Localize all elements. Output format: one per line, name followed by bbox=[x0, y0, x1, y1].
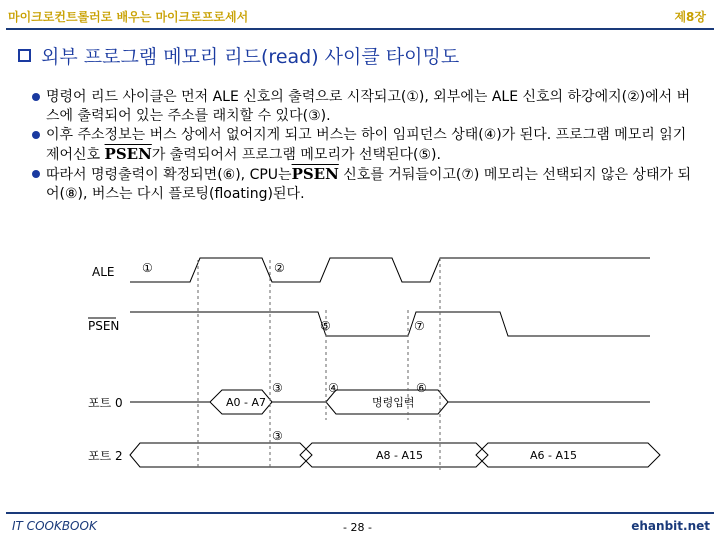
bus-label-a6-a15: A6 - A15 bbox=[530, 449, 578, 462]
ale-waveform bbox=[130, 258, 650, 282]
page-number: - 28 - bbox=[343, 521, 372, 534]
header-right: 제8장 bbox=[674, 10, 706, 24]
slide-title-text: 외부 프로그램 메모리 리드(read) 사이클 타이밍도 bbox=[41, 46, 460, 68]
marker-3: ③ bbox=[272, 381, 283, 395]
p2-a: 이후 주소정보는 버스 상에서 없어지게 되고 버스는 하이 임피던스 상태(④)가 된다. 프로그램 메모리 읽기 제어신호 bbox=[46, 127, 687, 163]
footer-left: IT COOKBOOK bbox=[12, 519, 97, 533]
p3-c: 신호를 거둬들이고(⑦) 메모리는 선택되지 않은 상태가 되어(⑧), 버스는 다시 플로팅(floating)된다. bbox=[46, 167, 691, 202]
p3-a: 따라서 명령출력이 확정되면(⑥), CPU는 bbox=[46, 167, 292, 183]
marker-4: ④ bbox=[328, 381, 339, 395]
bus-label-a8-a15: A8 - A15 bbox=[376, 449, 424, 462]
bus-label-a0-a7: A0 - A7 bbox=[226, 396, 267, 409]
marker-1: ① bbox=[142, 261, 153, 275]
marker-6: ⑥ bbox=[416, 381, 427, 395]
footer-line bbox=[6, 512, 714, 514]
p2-c: 가 출력되어서 프로그램 메모리가 선택된다(⑤). bbox=[151, 147, 441, 163]
marker-3b: ③ bbox=[272, 429, 283, 443]
marker-5: ⑤ bbox=[320, 319, 331, 333]
signal-label-port2: 포트 2 bbox=[88, 449, 123, 463]
bus-label-instruction: 명령입력 bbox=[372, 396, 415, 409]
signal-label-port0: 포트 0 bbox=[88, 396, 123, 410]
header-left: 마이크로컨트롤러로 배우는 마이크로프로세서 bbox=[8, 10, 249, 24]
signal-label-psen: PSEN bbox=[88, 319, 120, 333]
marker-7: ⑦ bbox=[414, 319, 425, 333]
marker-2: ② bbox=[274, 261, 285, 275]
p3-psen: PSEN bbox=[291, 165, 339, 183]
psen-waveform bbox=[130, 312, 650, 336]
signal-label-ale: ALE bbox=[92, 265, 115, 279]
footer-right: ehanbit.net bbox=[631, 519, 710, 533]
p2-psen: PSEN bbox=[104, 145, 152, 163]
p1-a: 명령어 리드 사이클은 먼저 ALE 신호의 출력으로 시작되고(①), 외부에는 ALE 신호의 하강에지(②)에서 버스에 출력되어 있는 주소를 래치할 수 있다(③). bbox=[46, 89, 691, 124]
